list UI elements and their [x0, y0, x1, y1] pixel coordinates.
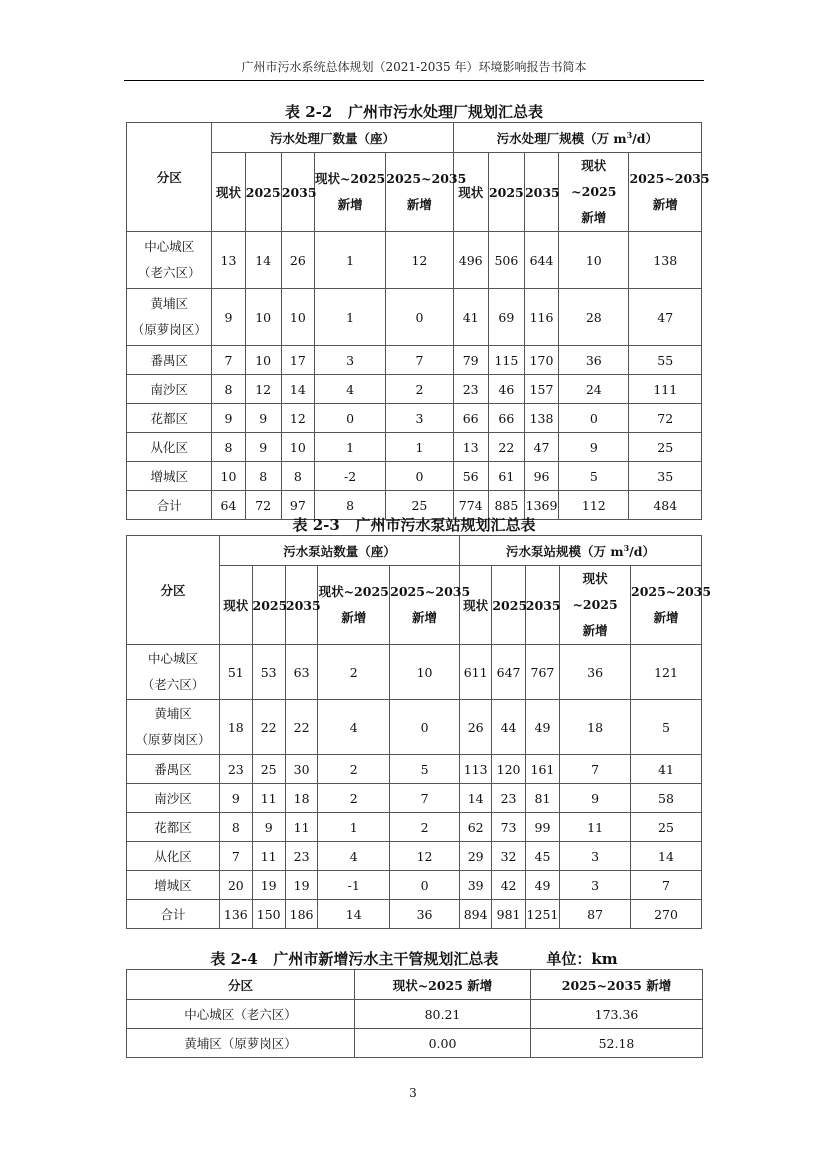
value-cell: 12 [245, 375, 281, 404]
value-cell: 7 [386, 346, 453, 375]
col-2035: 2035 [285, 566, 317, 645]
table-row [127, 462, 702, 491]
value-cell: 18 [285, 784, 317, 813]
district-cell: 增城区 [127, 462, 212, 491]
col-inc-2035: 2025~2035 新增 [629, 153, 702, 232]
value-cell: 41 [453, 289, 488, 346]
value-cell: -2 [314, 462, 385, 491]
value-cell: 14 [245, 232, 281, 289]
table-row [127, 755, 702, 784]
col-current: 现状 [212, 153, 245, 232]
plant-count-header: 污水处理厂数量（座） [212, 123, 453, 153]
value-cell: 72 [245, 491, 281, 520]
col-inc-2035: 2025~2035 新增 [531, 970, 703, 1000]
value-cell: 111 [629, 375, 702, 404]
value-cell: 72 [629, 404, 702, 433]
district-cell: 从化区 [127, 433, 212, 462]
value-cell: 9 [220, 784, 252, 813]
value-cell: 25 [631, 813, 702, 842]
district-cell: 花都区 [127, 404, 212, 433]
value-cell: 7 [390, 784, 460, 813]
value-cell: 36 [560, 645, 631, 700]
district-cell: 黄埔区 （原萝岗区） [127, 700, 220, 755]
value-cell: 24 [559, 375, 629, 404]
value-cell: 5 [631, 700, 702, 755]
value-cell: 8 [281, 462, 314, 491]
value-cell: 10 [559, 232, 629, 289]
value-cell: 11 [560, 813, 631, 842]
value-cell: 99 [525, 813, 559, 842]
table-row [127, 346, 702, 375]
col-2025: 2025 [492, 566, 525, 645]
value-cell: 36 [390, 900, 460, 929]
value-cell: 4 [318, 700, 390, 755]
district-cell: 增城区 [127, 871, 220, 900]
table-row [127, 900, 702, 929]
value-cell: 19 [285, 871, 317, 900]
value-cell: 484 [629, 491, 702, 520]
table-row [127, 813, 702, 842]
value-cell: 0 [386, 462, 453, 491]
value-cell: -1 [318, 871, 390, 900]
value-cell: 506 [488, 232, 524, 289]
value-cell: 23 [492, 784, 525, 813]
table-2-2-body [127, 232, 702, 520]
value-cell: 5 [390, 755, 460, 784]
value-cell: 51 [220, 645, 252, 700]
value-cell: 9 [212, 404, 245, 433]
district-cell: 花都区 [127, 813, 220, 842]
value-cell: 29 [459, 842, 491, 871]
table-2-2-caption: 表 2-2 广州市污水处理厂规划汇总表 [285, 103, 543, 121]
value-cell: 9 [560, 784, 631, 813]
value-cell: 1 [314, 433, 385, 462]
district-cell: 中心城区 （老六区） [127, 645, 220, 700]
value-cell: 66 [488, 404, 524, 433]
value-cell: 3 [314, 346, 385, 375]
value-cell: 23 [453, 375, 488, 404]
value-cell: 9 [245, 433, 281, 462]
table-2-2 [126, 122, 710, 520]
value-cell: 186 [285, 900, 317, 929]
value-cell: 0 [390, 700, 460, 755]
value-cell: 56 [453, 462, 488, 491]
table-2-3 [126, 535, 712, 929]
table-2-3-body [127, 645, 702, 929]
value-cell: 173.36 [531, 1000, 703, 1029]
col-2025: 2025 [245, 153, 281, 232]
table-row [127, 784, 702, 813]
value-cell: 2 [318, 784, 390, 813]
value-cell: 767 [525, 645, 559, 700]
value-cell: 32 [492, 842, 525, 871]
value-cell: 3 [560, 842, 631, 871]
value-cell: 4 [318, 842, 390, 871]
value-cell: 0 [390, 871, 460, 900]
value-cell: 2 [386, 375, 453, 404]
plant-capacity-header: 污水处理厂规模（万 $m^3/d$） [453, 123, 701, 153]
value-cell: 115 [488, 346, 524, 375]
value-cell: 11 [285, 813, 317, 842]
col-inc-2035: 2025~2035 新增 [631, 566, 702, 645]
district-cell: 合计 [127, 900, 220, 929]
value-cell: 46 [488, 375, 524, 404]
col-2035: 2035 [524, 153, 558, 232]
value-cell: 270 [631, 900, 702, 929]
page-number: 3 [409, 1086, 417, 1100]
value-cell: 161 [525, 755, 559, 784]
value-cell: 80.21 [355, 1000, 531, 1029]
col-inc-2035: 2025~2035 新增 [386, 153, 453, 232]
value-cell: 96 [524, 462, 558, 491]
value-cell: 22 [488, 433, 524, 462]
value-cell: 10 [281, 433, 314, 462]
unit-label: 单位：km [546, 950, 618, 968]
value-cell: 62 [459, 813, 491, 842]
value-cell: 20 [220, 871, 252, 900]
value-cell: 47 [629, 289, 702, 346]
district-cell: 合计 [127, 491, 212, 520]
value-cell: 8 [212, 433, 245, 462]
value-cell: 18 [220, 700, 252, 755]
value-cell: 22 [285, 700, 317, 755]
value-cell: 35 [629, 462, 702, 491]
value-cell: 116 [524, 289, 558, 346]
value-cell: 69 [488, 289, 524, 346]
value-cell: 10 [245, 289, 281, 346]
value-cell: 611 [459, 645, 491, 700]
district-header: 分区 [127, 536, 220, 645]
value-cell: 81 [525, 784, 559, 813]
value-cell: 7 [212, 346, 245, 375]
table-2-4-caption: 表 2-4 广州市新增污水主干管规划汇总表 单位：km [210, 950, 618, 968]
value-cell: 73 [492, 813, 525, 842]
table-row [127, 375, 702, 404]
value-cell: 8 [212, 375, 245, 404]
col-inc-2025: 现状~2025 新增 [560, 566, 631, 645]
value-cell: 44 [492, 700, 525, 755]
value-cell: 0 [559, 404, 629, 433]
value-cell: 8 [314, 491, 385, 520]
value-cell: 136 [220, 900, 252, 929]
col-current: 现状 [220, 566, 252, 645]
value-cell: 14 [318, 900, 390, 929]
value-cell: 30 [285, 755, 317, 784]
page-header: 广州市污水系统总体规划（2021-2035 年）环境影响报告书简本 [124, 58, 704, 81]
value-cell: 23 [220, 755, 252, 784]
value-cell: 138 [524, 404, 558, 433]
value-cell: 66 [453, 404, 488, 433]
value-cell: 1 [386, 433, 453, 462]
col-2025: 2025 [252, 566, 285, 645]
district-cell: 南沙区 [127, 784, 220, 813]
value-cell: 19 [252, 871, 285, 900]
value-cell: 42 [492, 871, 525, 900]
value-cell: 63 [285, 645, 317, 700]
value-cell: 0.00 [355, 1029, 531, 1058]
value-cell: 0 [314, 404, 385, 433]
value-cell: 1 [318, 813, 390, 842]
col-2035: 2035 [525, 566, 559, 645]
value-cell: 53 [252, 645, 285, 700]
table-row [127, 289, 702, 346]
value-cell: 9 [252, 813, 285, 842]
value-cell: 112 [559, 491, 629, 520]
value-cell: 45 [525, 842, 559, 871]
value-cell: 49 [525, 871, 559, 900]
pump-capacity-header: 污水泵站规模（万 $m^3/d$） [459, 536, 701, 566]
table-row [127, 232, 702, 289]
value-cell: 113 [459, 755, 491, 784]
district-cell: 番禺区 [127, 346, 212, 375]
value-cell: 12 [386, 232, 453, 289]
value-cell: 1 [314, 289, 385, 346]
value-cell: 9 [245, 404, 281, 433]
value-cell: 10 [245, 346, 281, 375]
value-cell: 25 [252, 755, 285, 784]
value-cell: 9 [212, 289, 245, 346]
value-cell: 36 [559, 346, 629, 375]
col-2035: 2035 [281, 153, 314, 232]
value-cell: 981 [492, 900, 525, 929]
table-2-4 [126, 969, 703, 1058]
value-cell: 97 [281, 491, 314, 520]
col-inc-2025: 现状~2025 新增 [559, 153, 629, 232]
value-cell: 12 [390, 842, 460, 871]
table-row [127, 700, 702, 755]
value-cell: 120 [492, 755, 525, 784]
value-cell: 28 [559, 289, 629, 346]
value-cell: 5 [559, 462, 629, 491]
value-cell: 7 [220, 842, 252, 871]
pump-count-header: 污水泵站数量（座） [220, 536, 460, 566]
col-inc-2035: 2025~2035 新增 [390, 566, 460, 645]
table-2-3-caption: 表 2-3 广州市污水泵站规划汇总表 [292, 516, 536, 534]
value-cell: 13 [453, 433, 488, 462]
value-cell: 1369 [524, 491, 558, 520]
value-cell: 52.18 [531, 1029, 703, 1058]
district-header: 分区 [127, 970, 355, 1000]
value-cell: 774 [453, 491, 488, 520]
table-row [127, 645, 702, 700]
col-inc-2025: 现状~2025 新增 [355, 970, 531, 1000]
value-cell: 7 [560, 755, 631, 784]
value-cell: 47 [524, 433, 558, 462]
value-cell: 14 [281, 375, 314, 404]
value-cell: 23 [285, 842, 317, 871]
value-cell: 22 [252, 700, 285, 755]
value-cell: 496 [453, 232, 488, 289]
value-cell: 87 [560, 900, 631, 929]
value-cell: 4 [314, 375, 385, 404]
value-cell: 644 [524, 232, 558, 289]
value-cell: 11 [252, 784, 285, 813]
value-cell: 55 [629, 346, 702, 375]
district-cell: 从化区 [127, 842, 220, 871]
value-cell: 121 [631, 645, 702, 700]
value-cell: 41 [631, 755, 702, 784]
value-cell: 3 [386, 404, 453, 433]
value-cell: 14 [631, 842, 702, 871]
value-cell: 894 [459, 900, 491, 929]
value-cell: 7 [631, 871, 702, 900]
value-cell: 12 [281, 404, 314, 433]
table-row [127, 871, 702, 900]
value-cell: 11 [252, 842, 285, 871]
col-current: 现状 [453, 153, 488, 232]
value-cell: 1 [314, 232, 385, 289]
value-cell: 10 [212, 462, 245, 491]
district-cell: 南沙区 [127, 375, 212, 404]
value-cell: 13 [212, 232, 245, 289]
value-cell: 2 [318, 755, 390, 784]
value-cell: 170 [524, 346, 558, 375]
value-cell: 2 [390, 813, 460, 842]
value-cell: 8 [220, 813, 252, 842]
value-cell: 3 [560, 871, 631, 900]
table-row [127, 842, 702, 871]
value-cell: 885 [488, 491, 524, 520]
col-inc-2025: 现状~2025 新增 [318, 566, 390, 645]
value-cell: 26 [281, 232, 314, 289]
col-current: 现状 [459, 566, 491, 645]
value-cell: 17 [281, 346, 314, 375]
value-cell: 138 [629, 232, 702, 289]
value-cell: 647 [492, 645, 525, 700]
value-cell: 8 [245, 462, 281, 491]
value-cell: 10 [281, 289, 314, 346]
value-cell: 18 [560, 700, 631, 755]
value-cell: 2 [318, 645, 390, 700]
table-row [127, 404, 702, 433]
value-cell: 10 [390, 645, 460, 700]
value-cell: 64 [212, 491, 245, 520]
value-cell: 49 [525, 700, 559, 755]
value-cell: 14 [459, 784, 491, 813]
col-inc-2025: 现状~2025 新增 [314, 153, 385, 232]
value-cell: 25 [629, 433, 702, 462]
district-cell: 中心城区（老六区） [127, 1000, 355, 1029]
value-cell: 61 [488, 462, 524, 491]
district-cell: 中心城区 （老六区） [127, 232, 212, 289]
col-2025: 2025 [488, 153, 524, 232]
district-cell: 番禺区 [127, 755, 220, 784]
value-cell: 0 [386, 289, 453, 346]
value-cell: 157 [524, 375, 558, 404]
district-cell: 黄埔区 （原萝岗区） [127, 289, 212, 346]
district-header: 分区 [127, 123, 212, 232]
district-cell: 黄埔区（原萝岗区） [127, 1029, 355, 1058]
value-cell: 39 [459, 871, 491, 900]
value-cell: 26 [459, 700, 491, 755]
value-cell: 1251 [525, 900, 559, 929]
value-cell: 58 [631, 784, 702, 813]
value-cell: 79 [453, 346, 488, 375]
value-cell: 25 [386, 491, 453, 520]
value-cell: 150 [252, 900, 285, 929]
table-row [127, 433, 702, 462]
value-cell: 9 [559, 433, 629, 462]
